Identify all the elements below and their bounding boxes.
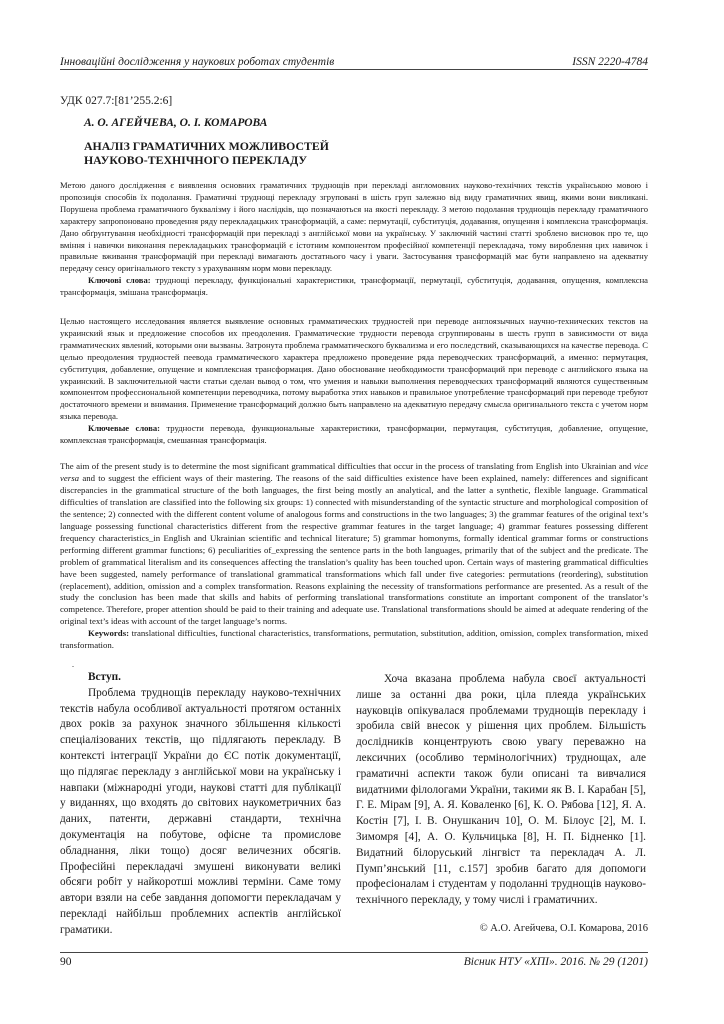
journal-series-title: Інноваційні дослідження у наукових роботах студентів — [60, 56, 335, 68]
keywords-ukrainian — [60, 275, 648, 299]
keywords-label: Keywords: — [88, 628, 130, 639]
abstract-italic-term: vice versa — [60, 461, 648, 483]
abstract-english — [60, 461, 648, 652]
keywords-english — [60, 628, 648, 652]
abstract-russian — [60, 316, 648, 447]
copyright-notice: © А.О. Агейчева, О.І. Комарова, 2016 — [479, 923, 648, 934]
keywords-label: Ключові слова: — [88, 275, 151, 286]
body-column-right — [356, 672, 646, 909]
abstract-text-part: and to suggest the efficient ways of their mastering. The reasons of the said difficulties existence have been explained, namely: differences and significant discrepancies in the grammatical structure of the both languages, the first being mostly an analytical, and the latter a synthetic, flexible language. Grammatical difficulties of translation are classified into the following six groups: 1) connected with misunderstanding of the syntactic structure and morphological composition of the sentence; 2) connected with the different content volume of analogous forms and constructions in the two languages; 3) the grammar features of the original text’s language possessing functional characteristics different from the respective grammar features in the target language; 4) grammar features possessing different frequency characteristics_in English and Ukrainian scientific and technical literature; 5) grammar homonyms, formally identical grammar forms or constructions performing different grammar functions; 6) peculiarities of_expressing the sentence parts in the both languages, primarily that of the subject and the predicate. The problem of grammatical literalism and its consequences affecting the translation’s quality has been touched upon. Certain ways of mastering grammatical difficulties have been suggested, namely performance of translational grammatical transformations which fall under five categories: permutations (reordering), substitution (replacement), addition, omission and a complex transformation. Reasons explaining the necessity of transformations performance are presented. As a result of the study the conclusion has been made that skills and habits of performing translational transformations constitute an important component of the translator’s competence. Therefore, proper attention should be paid to their training and adequate use. Translational transformations should be aimed at adequate rendering of the original text’s ideas with account of the target language’s norms. — [60, 472, 648, 627]
abstract-english-text — [60, 461, 648, 628]
keywords-label: Ключевые слова: — [88, 423, 161, 434]
body-paragraph: Хоча вказана проблема набула своєї актуальності лише за останні два роки, ціла плеяда українських науковців опікувалася проблемами труднощів перекладу і зробила свій внесок у рішення цих проблем. Більшість дослідників концентрують свою увагу переважно на лексичних (особливо термінологічних) труднощах, але граматичні аспекти також були описані та вивчалися видатними філологами України, такими як В. І. Карабан [5], Г. Е. Мірам [9], А. Я. Коваленко [6], К. О. Рябова [12], Я. А. Костін [7], І. В. Онушканич 10], О. М. Білоус [2], М. І. Зимомря [4], А. О. Кульчицька [8], Н. П. Бідненко [1]. Видатний білоруський лінгвіст та перекладач А. Л. Пумп’янський [11, с.157] зробив багато для допомоги професіоналам і студентам у подоланні труднощів науково-технічного перекладу, у тому числі і граматичних. — [356, 673, 646, 907]
abstract-ukrainian — [60, 180, 648, 299]
abstract-russian-text: Целью настоящего исследования является выявление основных грамматических трудностей при переводе англоязычных научно-технических текстов на украинский язык и предложение способов их преодоления. Грамматические трудности перевода сгруппированы в шесть групп в зависимости от вида грамматических явлений, которыми они вызваны. Затронута проблема грамматического буквализма и его последствий, сказывающихся на качестве перевода. С целью преодоления трудностей пеевода грамматического характера предложено проведение ряда переводческих трансформаций, а именно: пермутация, субституция, добавление, опущение и комплексная трансформация. Дано обоснование необходимости трансформаций при переводе с английского языка на украинский. В заключительной части статьи сделан вывод о том, что умения и навыки выполнения переводческих трансформаций являются существенным компонентом профессиональной компетенции переводчика, потому выработка этих навыков и правильное употребление трансформаций при переводе требуют достаточного времени и внимания. Применение трансформаций должно быть направлено на адекватную передачу смысла оригинального текста с учетом норм языка перевода. — [60, 316, 648, 422]
keywords-list: труднощі перекладу, функціональні характеристики, трансформації, пермутації, субституція, додавання, опущення, комплексна трансформація, змішана трансформація. — [60, 275, 649, 298]
authors: А. О. АГЕЙЧЕВА, О. І. КОМАРОВА — [84, 117, 268, 129]
running-header — [60, 56, 648, 70]
paper-title-line-2: НАУКОВО-ТЕХНІЧНОГО ПЕРЕКЛАДУ — [84, 152, 307, 167]
issn: ISSN 2220-4784 — [572, 56, 648, 68]
keywords-russian — [60, 423, 648, 447]
section-heading-intro: Вступ. — [88, 671, 121, 683]
paper-title — [84, 140, 329, 167]
udk-code: УДК 027.7:[81’255.2:6] — [60, 95, 173, 107]
body-column-left — [60, 670, 341, 939]
abstract-ukrainian-text: Метою даного дослідження є виявлення основних граматичних труднощів при перекладі англомовних науково-технічних текстів українською мовою і пропозиція способів їх подолання. Граматичні труднощі перекладу згруповані в шість груп залежно від виду граматичних явищ, якими вони викликані. Порушена проблема граматичного буквалізму і його наслідків, що позначаються на якості перекладу. З метою подолання труднощів перекладу граматичного характеру запропоновано проведення ряду перекладацьких трансформацій, а саме: пермутації, субституція, додавання, опущення і комплексна трансформація. Дано обґрунтування необхідності трансформацій при перекладі з англійської мови на українську. У заключній частині статті зроблено висновок про те, що вміння і навички виконання перекладацьких трансформацій є істотним компонентом професійної компетенції перекладача, тому вироблення цих навичок і правильне вживання трансформацій при перекладі вимагають достатнього часу і уваги. Застосування трансформацій має бути направлено на адекватну передачу сенсу оригінального тексту з урахуванням норм мови перекладу. — [60, 180, 648, 274]
paper-title-line-1: АНАЛІЗ ГРАМАТИЧНИХ МОЖЛИВОСТЕЙ — [84, 139, 329, 153]
journal-citation: Вісник НТУ «ХПІ». 2016. № 29 (1201) — [463, 956, 648, 968]
page-number: 90 — [60, 956, 72, 968]
stray-dot: . — [72, 660, 74, 669]
abstract-text-part: The aim of the present study is to determine the most significant grammatical difficulties that occur in the process of translating from English into Ukrainian and — [60, 461, 634, 471]
keywords-list: translational difficulties, functional characteristics, transformations, permutation, substitution, addition, omission, complex transformation, mixed transformation. — [60, 628, 648, 651]
page-footer — [60, 952, 648, 968]
body-paragraph: Проблема труднощів перекладу науково-технічних текстів набула особливої актуальності протягом останніх двох років за рахунок значного збільшення кількості спеціалізованих текстів, що підлягають перекладу. В контексті інтеграції України до ЄС потік документації, що підлягає перекладу з англійської мови на українську і навпаки (міжнародні угоди, наукові статті для публікації у виданнях, що входять до світових наукометричних баз даних, патенти, державні стандарти, технічна документація на побутове, офісне та промислове обладнання, ліки тощо) досяг величезних обсягів. Професійні перекладачі змушені виконувати великі обсяги робіт у найкоротші можливі терміни. Саме тому автори взяли на себе завдання допомогти перекладачам у перекладі найбільш проблемних аспектів англійської граматики. — [60, 686, 341, 936]
keywords-list: трудности перевода, функциональные характеристики, трансформации, пермутация, субституция, добавление, опущение, комплексная трансформація, смешанная трансформація. — [60, 423, 648, 446]
